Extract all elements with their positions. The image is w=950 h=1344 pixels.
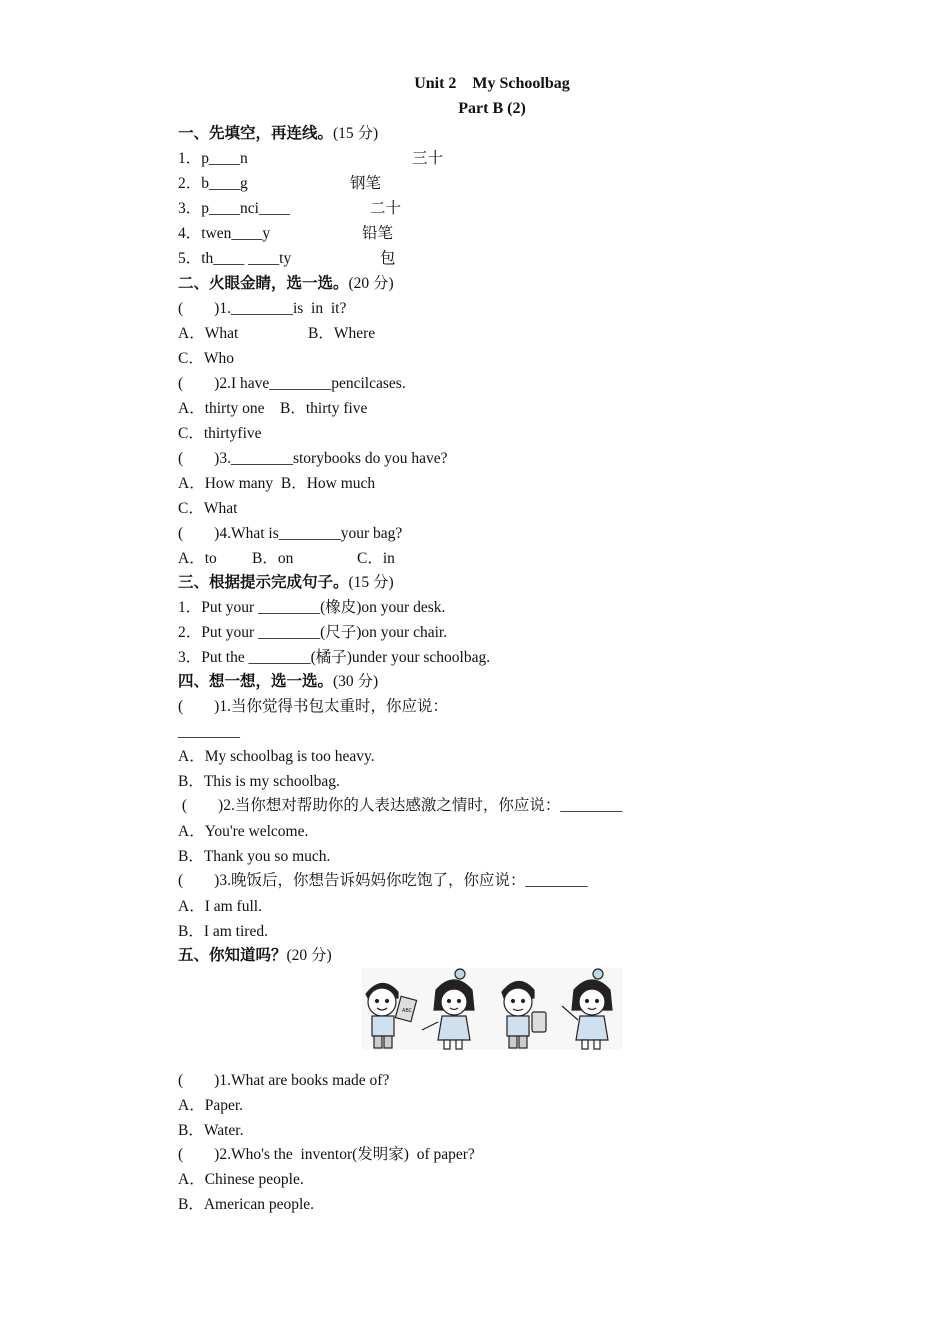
option-4-2-b: B．Thank you so much. — [178, 848, 331, 865]
option-4-2-a: A．You're welcome. — [178, 823, 309, 840]
section-3-heading: 三、根据提示完成句子。(15 分) — [178, 574, 394, 591]
question-4-1: ( )1.当你觉得书包太重时，你应说： — [178, 698, 448, 715]
option: C．in — [357, 550, 395, 567]
sentence-3-1: 1．Put your ________(橡皮)on your desk. — [178, 599, 446, 616]
option: B．Where — [308, 325, 376, 342]
question-2-1: ( )1.________is in it? — [178, 300, 347, 317]
fill-item-1: 1．p____n — [178, 150, 248, 167]
option-5-1-a: A．Paper. — [178, 1097, 244, 1114]
option-5-2-b: B．American people. — [178, 1196, 315, 1213]
match-item-5: 包 — [380, 250, 396, 267]
children-illustration — [362, 968, 622, 1050]
option-4-1-b: B．This is my schoolbag. — [178, 773, 340, 790]
question-2-2: ( )2.I have________pencilcases. — [178, 375, 406, 392]
fill-item-5: 5．th____ ____ty — [178, 250, 292, 267]
match-item-2: 钢笔 — [350, 175, 382, 192]
question-5-1: ( )1.What are books made of? — [178, 1072, 390, 1089]
page-title: Unit 2 My Schoolbag — [414, 75, 570, 92]
option-4-3-a: A．I am full. — [178, 898, 262, 915]
question-4-2: ( )2.当你想对帮助你的人表达感激之情时，你应说：________ — [178, 797, 623, 814]
sentence-3-3: 3．Put the ________(橘子)under your schoolbag. — [178, 649, 491, 666]
answer-blank-4-1: ________ — [178, 723, 240, 740]
option-4-3-b: B．I am tired. — [178, 923, 268, 940]
options-2-2-ab: A．thirty one B．thirty five — [178, 400, 368, 417]
option: A．What — [178, 325, 239, 342]
page-subtitle: Part B (2) — [458, 100, 526, 117]
sentence-3-2: 2．Put your ________(尺子)on your chair. — [178, 624, 448, 641]
option-2-2-c: C．thirtyfive — [178, 425, 262, 442]
question-2-3: ( )3.________storybooks do you have? — [178, 450, 448, 467]
fill-item-2: 2．b____g — [178, 175, 248, 192]
question-5-2: ( )2.Who's the inventor(发明家) of paper? — [178, 1146, 475, 1163]
question-4-3: ( )3.晚饭后，你想告诉妈妈你吃饱了，你应说：________ — [178, 872, 588, 889]
section-1-heading: 一、先填空，再连线。(15 分) — [178, 125, 379, 142]
match-item-1: 三十 — [412, 150, 444, 167]
question-2-4: ( )4.What is________your bag? — [178, 525, 403, 542]
option-2-3-c: C．What — [178, 500, 238, 517]
option-4-1-a: A．My schoolbag is too heavy. — [178, 748, 375, 765]
section-4-heading: 四、想一想，选一选。(30 分) — [178, 673, 379, 690]
match-item-4: 铅笔 — [362, 225, 394, 242]
fill-item-3: 3．p____nci____ — [178, 200, 290, 217]
section-2-heading: 二、火眼金睛，选一选。(20 分) — [178, 275, 394, 292]
option-5-1-b: B．Water. — [178, 1122, 244, 1139]
book-label: ABC — [402, 1008, 413, 1014]
match-item-3: 二十 — [370, 200, 402, 217]
fill-item-4: 4．twen____y — [178, 225, 271, 242]
section-5-heading: 五、你知道吗？(20 分) — [178, 947, 332, 964]
option: A．to — [178, 550, 217, 567]
option-5-2-a: A．Chinese people. — [178, 1171, 304, 1188]
options-2-4 — [178, 549, 395, 569]
option-2-1-c: C．Who — [178, 350, 234, 367]
option: B．on — [252, 550, 294, 567]
options-2-3-ab: A．How many B．How much — [178, 475, 376, 492]
options-2-1-ab — [178, 324, 376, 344]
